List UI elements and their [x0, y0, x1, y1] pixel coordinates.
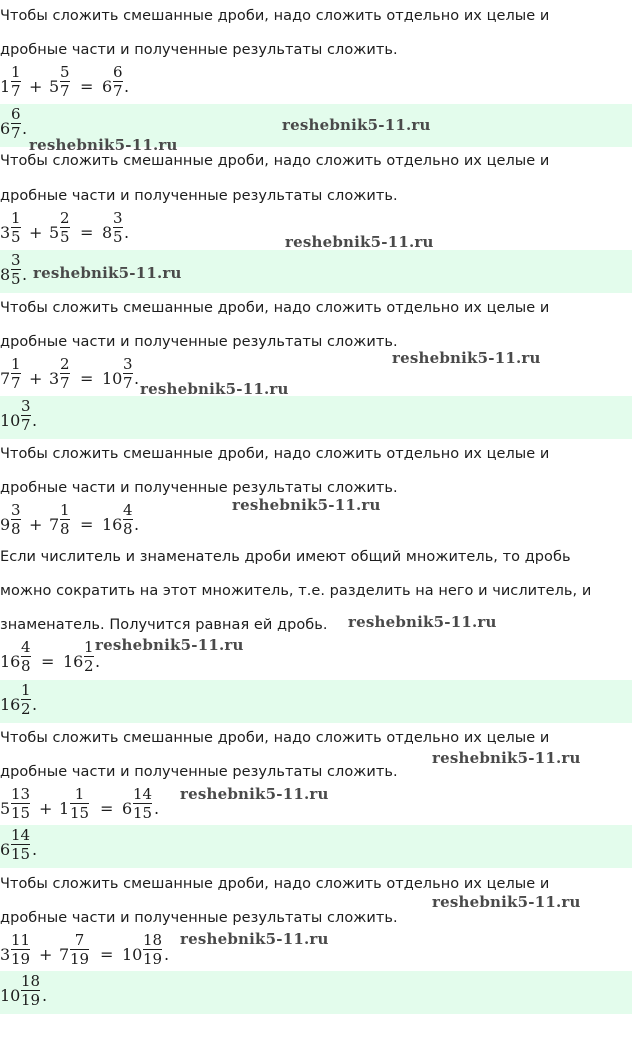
denominator: 8	[11, 520, 21, 538]
answer-band-4	[0, 680, 632, 723]
numerator: 3	[11, 501, 21, 519]
fraction	[21, 973, 40, 1008]
fraction	[11, 106, 21, 141]
whole-part: 1	[59, 799, 70, 818]
whole-part: 16	[0, 652, 21, 671]
equals-sign: =	[80, 77, 94, 96]
answer-band-6	[0, 971, 632, 1014]
fraction	[21, 639, 31, 674]
whole-part: 6	[102, 77, 113, 96]
explanation-text: знаменатель. Получится равная ей дробь.	[0, 617, 328, 633]
fraction	[11, 252, 21, 287]
fraction	[11, 827, 30, 862]
numerator: 3	[123, 355, 133, 373]
plus-sign: +	[39, 945, 53, 964]
fraction	[60, 502, 70, 537]
answer-band-3	[0, 396, 632, 439]
watermark: reshebnik5-11.ru	[140, 380, 289, 398]
denominator: 7	[21, 416, 31, 434]
whole-part: 3	[0, 223, 11, 242]
fraction	[123, 356, 133, 391]
numerator: 3	[113, 209, 123, 227]
numerator: 2	[60, 209, 70, 227]
numerator: 11	[11, 931, 31, 949]
whole-part: 10	[122, 945, 143, 964]
fraction	[60, 64, 70, 99]
fraction	[11, 64, 21, 99]
explanation-text: Чтобы сложить смешанные дроби, надо сложить отдельно их целые и	[0, 876, 550, 892]
fraction	[11, 932, 30, 967]
explanation-text: дробные части и полученные результаты сложить.	[0, 334, 398, 350]
denominator: 7	[11, 82, 21, 100]
numerator: 18	[143, 931, 163, 949]
denominator: 15	[133, 804, 153, 822]
whole-part: 16	[102, 515, 123, 534]
fraction	[113, 210, 123, 245]
numerator: 5	[60, 63, 70, 81]
denominator: 15	[11, 804, 31, 822]
whole-part: 7	[49, 515, 60, 534]
whole-part: 10	[102, 369, 123, 388]
numerator: 3	[11, 251, 21, 269]
plus-sign: +	[39, 799, 53, 818]
numerator: 4	[123, 501, 133, 519]
denominator: 5	[11, 228, 21, 246]
period: .	[95, 652, 101, 671]
explanation-text: Если числитель и знаменатель дроби имеют общий множитель, то дробь	[0, 549, 571, 565]
whole-part: 3	[49, 369, 60, 388]
period: .	[124, 223, 130, 242]
period: .	[22, 265, 28, 284]
explanation-text: Чтобы сложить смешанные дроби, надо сложить отдельно их целые и	[0, 8, 550, 24]
equals-sign: =	[100, 945, 114, 964]
denominator: 8	[21, 657, 31, 675]
numerator: 1	[60, 501, 70, 519]
equals-sign: =	[41, 652, 55, 671]
whole-part: 9	[0, 515, 11, 534]
whole-part: 1	[0, 77, 11, 96]
period: .	[32, 695, 38, 714]
numerator: 13	[11, 785, 31, 803]
whole-part: 5	[0, 799, 11, 818]
explanation-text: Чтобы сложить смешанные дроби, надо сложить отдельно их целые и	[0, 153, 550, 169]
numerator: 2	[60, 355, 70, 373]
whole-part: 6	[0, 119, 11, 138]
denominator: 19	[21, 991, 41, 1009]
denominator: 7	[60, 82, 70, 100]
numerator: 6	[113, 63, 123, 81]
watermark: reshebnik5-11.ru	[232, 496, 381, 514]
fraction	[60, 356, 70, 391]
numerator: 1	[21, 681, 31, 699]
period: .	[134, 369, 140, 388]
denominator: 15	[70, 804, 90, 822]
numerator: 1	[11, 209, 21, 227]
denominator: 2	[21, 700, 31, 718]
denominator: 8	[123, 520, 133, 538]
whole-part: 10	[0, 411, 21, 430]
watermark: reshebnik5-11.ru	[285, 233, 434, 251]
whole-part: 8	[102, 223, 113, 242]
numerator: 3	[21, 397, 31, 415]
numerator: 6	[11, 105, 21, 123]
fraction	[113, 64, 123, 99]
whole-part: 5	[49, 223, 60, 242]
numerator: 7	[74, 931, 85, 949]
denominator: 7	[11, 124, 21, 142]
denominator: 5	[60, 228, 70, 246]
numerator: 14	[11, 826, 31, 844]
watermark: reshebnik5-11.ru	[29, 136, 178, 154]
whole-part: 8	[0, 265, 11, 284]
period: .	[164, 945, 170, 964]
fraction	[60, 210, 70, 245]
denominator: 7	[11, 374, 21, 392]
numerator: 4	[21, 638, 31, 656]
period: .	[42, 986, 48, 1005]
whole-part: 6	[122, 799, 133, 818]
whole-part: 7	[0, 369, 11, 388]
period: .	[22, 119, 28, 138]
equals-sign: =	[100, 799, 114, 818]
denominator: 8	[60, 520, 70, 538]
watermark: reshebnik5-11.ru	[348, 613, 497, 631]
fraction	[21, 398, 31, 433]
plus-sign: +	[29, 369, 43, 388]
denominator: 19	[143, 950, 163, 968]
watermark: reshebnik5-11.ru	[432, 749, 581, 767]
fraction	[11, 356, 21, 391]
fraction	[70, 932, 89, 967]
denominator: 7	[60, 374, 70, 392]
explanation-text: Чтобы сложить смешанные дроби, надо сложить отдельно их целые и	[0, 300, 550, 316]
numerator: 1	[84, 638, 94, 656]
watermark: reshebnik5-11.ru	[33, 264, 182, 282]
watermark: reshebnik5-11.ru	[392, 349, 541, 367]
equals-sign: =	[80, 515, 94, 534]
denominator: 2	[84, 657, 94, 675]
whole-part: 5	[49, 77, 60, 96]
whole-part: 3	[0, 945, 11, 964]
explanation-text: Чтобы сложить смешанные дроби, надо сложить отдельно их целые и	[0, 730, 550, 746]
whole-part: 16	[63, 652, 84, 671]
watermark: reshebnik5-11.ru	[180, 930, 329, 948]
denominator: 19	[70, 950, 90, 968]
equals-sign: =	[80, 223, 94, 242]
explanation-text: Чтобы сложить смешанные дроби, надо сложить отдельно их целые и	[0, 446, 550, 462]
fraction	[133, 786, 152, 821]
numerator: 1	[11, 355, 21, 373]
numerator: 18	[21, 972, 41, 990]
fraction	[84, 639, 94, 674]
fraction	[123, 502, 133, 537]
answer-band-5	[0, 825, 632, 868]
fraction	[143, 932, 162, 967]
period: .	[134, 515, 140, 534]
numerator: 1	[11, 63, 21, 81]
fraction	[11, 502, 21, 537]
plus-sign: +	[29, 77, 43, 96]
explanation-text: дробные части и полученные результаты сложить.	[0, 910, 398, 926]
fraction	[11, 786, 30, 821]
fraction	[70, 786, 89, 821]
denominator: 15	[11, 845, 31, 863]
numerator: 14	[133, 785, 153, 803]
watermark: reshebnik5-11.ru	[432, 893, 581, 911]
watermark: reshebnik5-11.ru	[282, 116, 431, 134]
period: .	[32, 840, 38, 859]
denominator: 19	[11, 950, 31, 968]
denominator: 7	[123, 374, 133, 392]
period: .	[154, 799, 160, 818]
explanation-text: дробные части и полученные результаты сложить.	[0, 42, 398, 58]
explanation-text: можно сократить на этот множитель, т.е. разделить на него и числитель, и	[0, 583, 592, 599]
whole-part: 6	[0, 840, 11, 859]
plus-sign: +	[29, 515, 43, 534]
period: .	[32, 411, 38, 430]
fraction	[21, 682, 31, 717]
equals-sign: =	[80, 369, 94, 388]
explanation-text: дробные части и полученные результаты сложить.	[0, 188, 398, 204]
watermark: reshebnik5-11.ru	[180, 785, 329, 803]
whole-part: 7	[59, 945, 70, 964]
whole-part: 10	[0, 986, 21, 1005]
numerator: 1	[74, 785, 85, 803]
whole-part: 16	[0, 695, 21, 714]
denominator: 5	[11, 270, 21, 288]
denominator: 7	[113, 82, 123, 100]
plus-sign: +	[29, 223, 43, 242]
denominator: 5	[113, 228, 123, 246]
watermark: reshebnik5-11.ru	[95, 636, 244, 654]
period: .	[124, 77, 130, 96]
explanation-text: дробные части и полученные результаты сложить.	[0, 764, 398, 780]
explanation-text: дробные части и полученные результаты сложить.	[0, 480, 398, 496]
fraction	[11, 210, 21, 245]
